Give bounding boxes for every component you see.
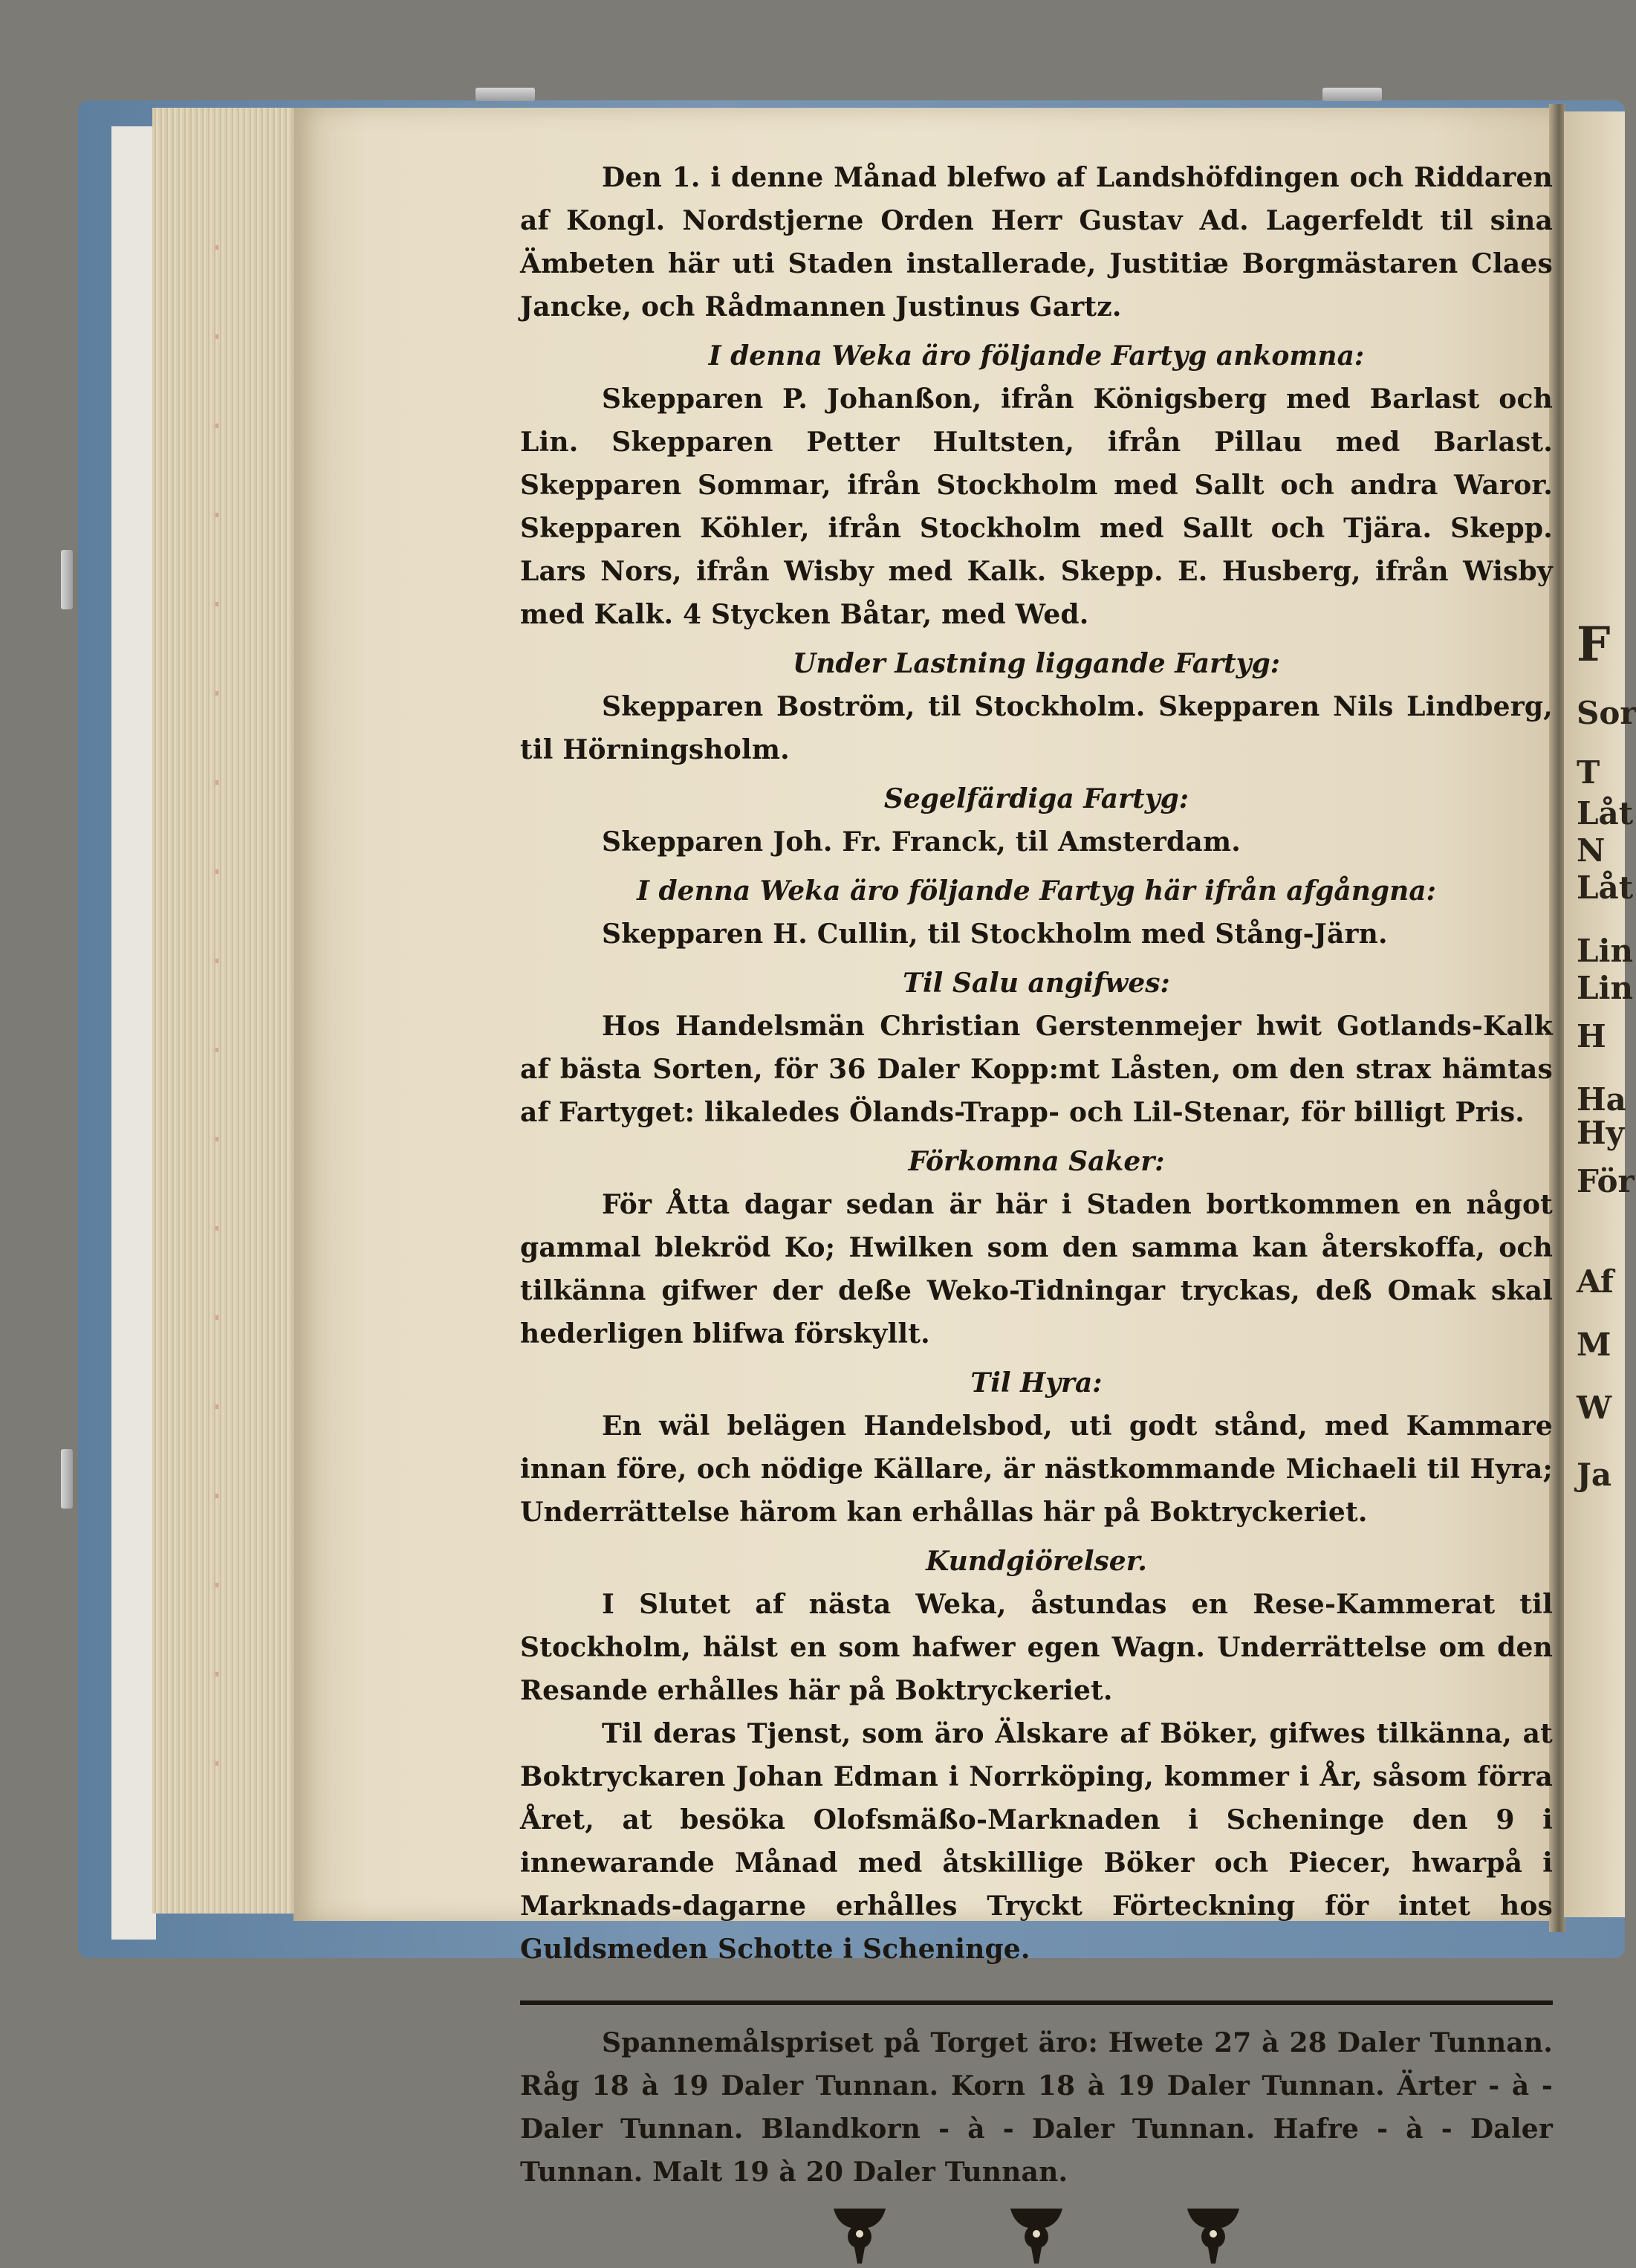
- newspaper-column: [520, 156, 1553, 2268]
- paragraph: Hos Handelsmän Christian Gerstenmejer hwit Gotlands-Kalk af bästa Sorten, för 36 Daler Kopp:mt Låsten, om den strax hämtas af Fartyget: likaledes Ölands-Trapp- och Lil-Stenar, för billigt Pris.: [520, 1011, 1553, 1128]
- facing-page-glyph: För: [1577, 1163, 1635, 1199]
- paragraph: Skepparen H. Cullin, til Stockholm med Stång-Järn.: [602, 918, 1388, 950]
- section-heading: Förkomna Saker:: [908, 1146, 1165, 1177]
- facing-page-glyph: M: [1577, 1326, 1611, 1363]
- section-heading: Til Salu angifwes:: [903, 968, 1170, 999]
- facing-page-glyph: Sor: [1577, 695, 1636, 731]
- paragraph: I Slutet af nästa Weka, åstundas en Rese-Kammerat til Stockholm, hälst en som hafwer egen Wagn. Underrättelse om den Resande erhålles här på Boktryckeriet.: [520, 1589, 1553, 1706]
- holder-clip-icon: [475, 88, 535, 101]
- ornaments: [520, 2204, 1553, 2268]
- holder-clip-icon: [61, 550, 73, 609]
- paragraph: Skepparen Boström, til Stockholm. Skepparen Nils Lindberg, til Hörningsholm.: [520, 691, 1553, 765]
- facing-page-glyph: W: [1577, 1390, 1612, 1426]
- section-heading: Til Hyra:: [970, 1367, 1103, 1399]
- section-heading: Kundgiörelser.: [926, 1546, 1147, 1577]
- facing-page-glyph: Ha: [1577, 1081, 1626, 1118]
- facing-page-glyph: T: [1577, 754, 1600, 791]
- section-heading: Under Lastning liggande Fartyg:: [792, 648, 1281, 679]
- fleuron-icon: [1007, 2204, 1065, 2268]
- page-stack: [152, 108, 301, 1914]
- section-heading: Segelfärdiga Fartyg:: [883, 783, 1189, 814]
- facing-page-glyph: Låt: [1577, 795, 1634, 832]
- holder-clip-icon: [1322, 88, 1382, 101]
- holder-clip-icon: [61, 1449, 73, 1509]
- page-stack-marks: [215, 245, 218, 1806]
- section-heading: I denna Weka äro följande Fartyg ankomna:: [708, 340, 1365, 372]
- paragraph: En wäl belägen Handelsbod, uti godt stånd, med Kammare innan före, och nödige Källare, är nästkommande Michaeli til Hyra; Underrättelse härom kan erhållas här på Boktryckeriet.: [520, 1410, 1553, 1528]
- paragraph: Skepparen P. Johanßon, ifrån Königsberg med Barlast och Lin. Skepparen Petter Hultsten, ifrån Pillau med Barlast. Skepparen Sommar, ifrån Stockholm med Sallt och andra Waror. Skepparen Köhler, ifrån Stockholm med Sallt och Tjära. Skepp. Lars Nors, ifrån Wisby med Kalk. Skepp. E. Husberg, ifrån Wisby med Kalk. 4 Stycken Båtar, med Wed.: [520, 383, 1553, 630]
- fleuron-icon: [1184, 2204, 1242, 2268]
- facing-page-glyph: Lin: [1577, 933, 1634, 969]
- article-body: [520, 156, 1553, 1971]
- facing-page-glyph: N: [1577, 832, 1606, 869]
- cover-inner-edge: [111, 126, 156, 1940]
- paragraph: Skepparen Joh. Fr. Franck, til Amsterdam.: [602, 826, 1241, 858]
- paragraph: Til deras Tjenst, som äro Älskare af Böker, gifwes tilkänna, at Boktryckaren Johan Edman i Norrköping, kommer i År, såsom förra Året, at besöka Olofsmäßo-Marknaden i Scheninge den 9 i innewarande Månad med åtskillige Böker och Piecer, hwarpå i Marknads-dagarne erhålles Tryckt Förteckning för intet hos Guldsmeden Schotte i Scheninge.: [520, 1718, 1553, 1965]
- facing-page-glyph: Låt: [1577, 869, 1634, 906]
- facing-page-glyph: F: [1577, 617, 1611, 673]
- paragraph: Den 1. i denne Månad blefwo af Landshöfdingen och Riddaren af Kongl. Nordstjerne Orden Herr Gustav Ad. Lagerfeldt til sina Ämbeten här uti Staden installerade, Justitiæ Borgmästaren Claes Jancke, och Rådmannen Justinus Gartz.: [520, 162, 1553, 323]
- facing-page-glyph: Lin: [1577, 970, 1634, 1006]
- separator-rule: [520, 2000, 1553, 2005]
- grain-prices: Spannemålspriset på Torget äro: Hwete 27 à 28 Daler Tunnan. Råg 18 à 19 Daler Tunnan. Korn 18 à 19 Daler Tunnan. Ärter - à - Daler Tunnan. Blandkorn - à - Daler Tunnan. Hafre - à - Daler Tunnan. Malt 19 à 20 Daler Tunnan.: [520, 2027, 1553, 2188]
- section-heading: I denna Weka äro följande Fartyg här ifrån afgångna:: [637, 875, 1436, 907]
- facing-page-glyph: Hy: [1577, 1115, 1625, 1151]
- facing-page-glyph: Ja: [1577, 1457, 1612, 1493]
- facing-page-glyph: Af: [1577, 1263, 1614, 1300]
- facing-page-edge: [1564, 111, 1625, 1917]
- fleuron-icon: [831, 2204, 889, 2268]
- paragraph: För Åtta dagar sedan är här i Staden bortkommen en något gammal blekröd Ko; Hwilken som den samma kan återskoffa, och tilkänna gifwer der deße Weko-Tidningar tryckas, deß Omak skal hederligen blifwa förskyllt.: [520, 1189, 1553, 1350]
- facing-page-glyph: H: [1577, 1018, 1606, 1054]
